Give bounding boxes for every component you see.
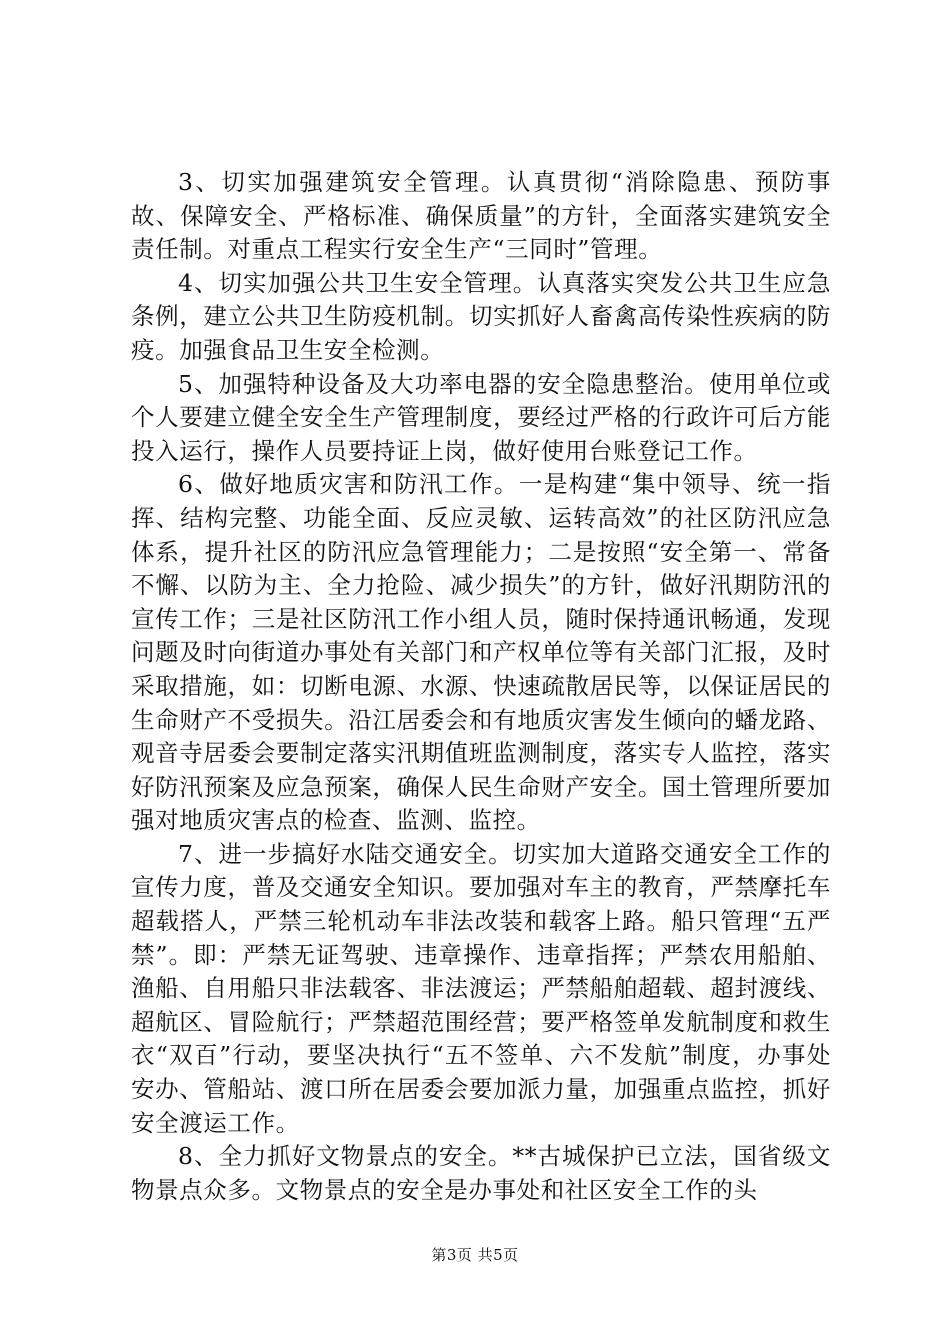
paragraph-special-equipment: 5、加强特种设备及大功率电器的安全隐患整治。使用单位或个人要建立健全安全生产管理制度，要经过严格的行政许可后方能投入运行，操作人员要持证上岗，做好使用台账登记工作。 — [131, 369, 831, 465]
page-footer: 第3页 共5页 — [431, 1246, 519, 1264]
paragraph-traffic-safety: 7、进一步搞好水陆交通安全。切实加大道路交通安全工作的宣传力度，普及交通安全知识。要加强对车主的教育，严禁摩托车超载搭人，严禁三轮机动车非法改装和载客上路。船只管理“五严禁”。即：严禁无证驾驶、违章操作、违章指挥；严禁农用船舶、渔船、自用船只非法载客、非法渡运；严禁船舶超载、超封渡线、超航区、冒险航行；严禁超范围经营；要严格签单发航制度和救生衣“双百”行动，要坚决执行“五不签单、六不发航”制度，办事处安办、管船站、渡口所在居委会要加派力量，加强重点监控，抓好安全渡运工作。 — [131, 839, 831, 1137]
paragraph-building-safety: 3、切实加强建筑安全管理。认真贯彻“消除隐患、预防事故、保障安全、严格标准、确保质量”的方针，全面落实建筑安全责任制。对重点工程实行安全生产“三同时”管理。 — [131, 168, 831, 264]
paragraph-cultural-relics: 8、全力抓好文物景点的安全。**古城保护已立法，国省级文物景点众多。文物景点的安全是办事处和社区安全工作的头 — [131, 1142, 831, 1204]
paragraph-flood-control: 6、做好地质灾害和防汛工作。一是构建“集中领导、统一指挥、结构完整、功能全面、反应灵敏、运转高效”的社区防汛应急体系，提升社区的防汛应急管理能力；二是按照“安全第一、常备不懈、以防为主、全力抢险、减少损失”的方针，做好汛期防汛的宣传工作；三是社区防汛工作小组人员，随时保持通讯畅通，发现问题及时向街道办事处有关部门和产权单位等有关部门汇报，及时采取措施，如：切断电源、水源、快速疏散居民等，以保证居民的生命财产不受损失。沿江居委会和有地质灾害发生倾向的蟠龙路、观音寺居委会要制定落实汛期值班监测制度，落实专人监控，落实好防汛预案及应急预案，确保人民生命财产安全。国土管理所要加强对地质灾害点的检查、监测、监控。 — [131, 470, 831, 835]
document-body — [131, 166, 831, 1207]
paragraph-public-health: 4、切实加强公共卫生安全管理。认真落实突发公共卫生应急条例，建立公共卫生防疫机制。切实抓好人畜禽高传染性疾病的防疫。加强食品卫生安全检测。 — [131, 268, 831, 364]
